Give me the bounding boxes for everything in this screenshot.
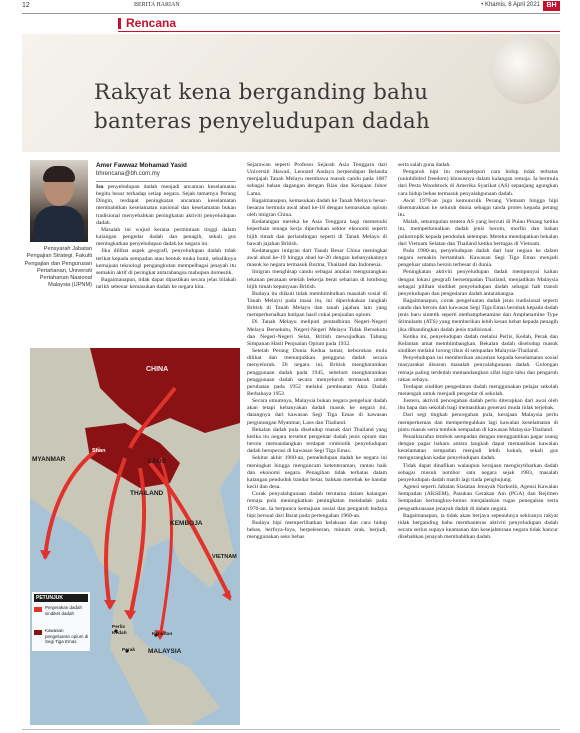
map-label-kelantan: Kelantan [152,632,173,637]
map-label-perak: Perak [122,648,136,653]
masthead: BERITA HARIAN [134,2,180,8]
paragraph: Bagaimanapun, corak pengeluaran dadah jenis tradisional seperti candu dan heroin dari kawasan Segi Tiga Emas berubah kepada dadah jenis baru sintetik seperti methamphetamine dan Amphetamine Type Stimulants (ATS) yang memberikan lebih kesan hebat kepada penagih jika dibandingkan dadah jenis tradisional. [398,297,558,333]
lead-word: Isu [96,184,104,190]
headline [94,78,514,136]
paragraph: Dari segi tingkah pencegahan pula, kerajaan Malaysia perlu memperkemas dan memperteguhkan lagi kawalan keselamatan di pintu masuk serta tembok sempadan di kawasan Malaysia-Thailand. [398,412,558,433]
drug-route-map [30,348,240,725]
map-label-kedah: Kedah [112,630,127,636]
header-rule [22,13,560,14]
paragraph: Agensi seperti Jabatan Siasatan Jenayah Narkotik, Agensi Kawalan Sempadan (AKSEM), Pasukan Gerakan Am (PGA) dan Rejimen Sempadan bertungkus-lumus menjalankan tugas penegahan serta penguatkuasaan jenayah dadah di dalam negara. [398,484,558,512]
paragraph: Pada 1980-an, penyeludupan dadah dari luar negara ke dalam negara semakin bertambah. Kawasan Segi Tiga Emas menjadi pengeluar utama heroin terbesar di dunia. [398,247,558,269]
map-label-china: CHINA [146,366,169,373]
paragraph: Masalah ini wujud kerana permintaan tinggi dalam kalangan pengedar dadah dan penagih, sekali gus meningkatkan penyeludupan dadah ke negara ini. [96,226,236,248]
page-header [0,0,580,16]
author-photo [30,160,88,242]
footer-rule [22,729,560,730]
paragraph: Imigran menghisap candu sebagai amalan mengurangkan tekanan perasaan setelah bekerja berat seharian di lombong bijih timah kepunyaan British. [247,269,387,290]
legend-item-route [34,605,88,625]
paragraph: Penaiktarafan tembok sempadan dengan menggantikan pagar usang dengan pagar baharu antara langkah dapat memastikan kawalan keselamatan sempadan menjadi lebih kukuh, sekali gus mengurangkan kadar penyeludupan dadah. [398,433,558,462]
map-label-perlis-kedah [112,625,127,636]
hero-banner [22,34,560,152]
paragraph: Peningkatan aktiviti penyeludupan dadah mempunyai kaitan dengan lokasi geografi bersempadan Thailand, menjadikan Malaysia sebagai pilihan sindiket penyeludupan dadah sebagai hab transit penyeludupan dan pengedaran dadah antarabangsa. [398,269,558,297]
section-rule [118,31,560,32]
paragraph: Budaya hipi memperlihatkan kelakuan dan cara hidup bebas, berfoya-foya, berpeleseran, minum arak, berjudi, menggunakan seks bebas [247,519,387,541]
article-column-1 [96,184,236,342]
legend-swatch-region [34,630,42,635]
map-label-kemboja: KEMBOJA [170,520,203,527]
map-svg [30,348,240,725]
paragraph: Budaya itu diikuti tidak membimbulkan masalah sosial di Tanah Melayu pada masa itu, ini diperlukakan langkah British di Tanah Melayu dan tanah jajahan lain yang memperkenalkan kutipan hasil cukai penjualan opium. [247,290,387,319]
paragraph: Setelah Perang Dunia Kedua tamat, keburukan mula dilihat dan menunjukkan pengguna dadah secara menyeluruh. Di negara ini, British mengharamkan penggunaan dadah pada 1945, sebelum mengharamkan penggunaan dadah secara menyeluruh termasuk untuk perubatan pada 1952 melalui pembuatan Akta Dadah Berbahaya 1952. [247,348,387,397]
paragraph: serta salah guna dadah. [398,162,451,168]
paragraph: Awal 1970-an juga kemunculk Perang Vietnam hingga hipi disemarakkan ke seluruh dunia sebagai tanda protes kepada perang itu. [398,197,558,219]
paragraph: Tidak dapat dinafikan walaupun kerajaan mengisytiharkan dadah sebagai musuh nombor satu negara sejak 1983, masalah penyeludupan dadah masih lagi tiada penghujung. [398,462,558,483]
author-email: bhrencana@bh.com.my [96,171,160,177]
author-name: Amer Fawwaz Mohamad Yasid [96,162,187,169]
paragraph: Ketika ini, penyeludupan dadah melalui Perlis, Kedah, Perak dan Kelantan amat membimbangkan. Bekalan dadah diseludup masuk sindiket melalui lorong tikus di sempadan Malaysia-Thailand. [398,333,558,355]
paragraph: Terdapat sindiket pengedaran dadah menggunakan pelajar sekolah menengah untuk menjadi pengedar di sekolah. [398,383,558,397]
paragraph: Malah, sekumpulan tentera AS yang bercuti di Pulau Pinang ketika itu, memperkenalkan dadah jenis heroin, morfin dan bahan psikotropik kepada penduduk setempat. Mereka mendapatkan bekalan dari Vietnam Selatan dan Thailand ketika bertugas di Vietnam. [398,219,558,247]
map-label-malaysia: MALAYSIA [148,648,182,655]
legend-swatch-route [34,607,42,612]
paragraph: Sejarawan seperti Profesor Sejarah Asia Tenggara dari Universiti Hawaii, Leonard Andaya berpendapat Belanda menjajah Tanah Melayu membawa masuk candu pada 1687 sebagai bahan dagangan dengan Riau dan Kerajaan Johor Lama. [247,162,387,197]
paragraph-text: penyeludupan dadah menjadi ancaman keselamatan begitu besar terhadap setiap negara. Sejak tamatnya Perang Dingin, terdapat peningkatan ancaman keselamatan membabitkan keselamatan nasional dan keselamatan bukan tradisional menyebabkan peningkatan aktiviti penyeludupan dadah. [96,184,236,226]
paragraph: Di Tanah Melayu meliputi pentadbiran Negeri-Negeri Melayu Bersekutu, Negeri-Negeri Melayu Tidak Bersekutu dan Negeri-Negeri Selat, British mewujudkan Tabung Simpanan Hasil Penjualan Opium pada 1932. [247,319,387,347]
legend-text-route: Pergerakan dadah sindiket dadah [45,605,83,616]
byline [96,162,238,178]
byline-rule [96,181,236,182]
map-label-thailand: THAILAND [130,490,164,497]
map-label-perlis: Perlis [112,625,126,630]
paragraph [96,184,236,227]
paragraph: Sekitar akhir 1960-an, pemeledupan dadah ke negara ini meningkat hingga menguncam ketenteraman, rantau baik dan ekonomi negara. Penagihan tidak terbatas dalam kalangan penduduk bandar besar, bahkan merebak ke bandar kecil dan desa. [247,455,387,491]
author-photo-hair [43,166,75,182]
map-label-vietnam: VIETNAM [212,554,237,560]
paragraph: Bagaimanapun, ia tidak akan berjaya sepenuhnya sekiranya rakyat tidak berganding bahu membanteras aktiviti penyeludupan dadah secara serius supaya keamanan dan kesejahteraan negara tidak hancur disebabkan jenayah membabitkan dadah. [398,512,558,541]
paragraph: Kedatangan imigran dari Tanah Besar China meningkat awal abad ke-19 hingga abad ke-20 dengan kebanyakannya masuk ke negara termasuk Burma, Thailand dan Indonesia. [247,247,387,269]
paragraph: Bagaimanapun, tidak dapat dipastikan secara jelas bilakah tarikh sebenar kemasukan dadah ke negara kita. [96,277,236,291]
paragraph: Bagaimanapun, kemasukan dadah ke Tanah Melayu besar-besaran bermula awal abad ke-18 dengan kemasukan opium oleh imigran China. [247,197,387,219]
legend-title: PETUNJUK [34,594,88,602]
section-accent-bar [118,18,121,29]
section-label: Rencana [126,16,177,30]
map-label-myanmar: MYANMAR [32,456,66,463]
paragraph: Jika dilihat aspek geografi, penyeludupan dadah tidak terikat kepada sempadan atau bentuk muka bumi, sebaliknya kemajuan teknologi pengangkutan mempelbagai jenayah itu semakin aktif di peringkat antarabangsa mahupun domestik. [96,248,236,276]
legend-item-region [34,628,88,648]
map-legend [32,592,90,651]
headline-line-1: Rakyat kena berganding bahu [94,80,429,105]
map-label-shan: Shan [92,448,106,454]
paragraph: Justeru, aktiviti pencegahan dadah perlu diterapkan dari awal oleh ibu bapa dan sekolah bagi memastikan generasi muda tidak terjebak. [398,398,558,412]
paragraph: Secara umumnya, Malaysia bukan negara pengeluar dadah akan tetapi kebanyakan dadah masuk ke negara ini, datangnya dari kawasan Segi Tiga Emas di kawasan pergunungan Myanmar, Laos dan Thailand. [247,398,387,426]
paragraph: Bekalan dadah pula diseludup masuk dari Thailand yang ketika itu negara tersebut pengeluar dadah jenis opium dan heroin memandangkan terdapat simbiotik penyeludupan dadah beroperasi di kawasan Segi Tiga Emas. [247,426,387,455]
author-photo-body [34,206,84,242]
paragraph: Pengaruh hipi itu mempelopori cara hidup tidak terbatas (uninhibited freedom) khususnya dalam kalangan remaja. Ia bermula dari Pesta Woodstock di Amerika Syarikat (AS) sepanjang agungkan cara hidup bebas termasuk penyalahgunaan dadah. [398,169,558,197]
paragraph: Kedatangan mereka ke Asia Tenggara bagi memenuhi keperluan tenaga kerja diperlukan sektor ekonomi seperti bijih timah dan perlandingan seperti di Tanah Melayu di bawah jajahan British. [247,219,387,247]
headline-line-2: banteras penyeludupan dadah [94,109,430,134]
paragraph: Penyeludupan ini memberikan ancaman kepada keselamatan sosial masyarakat disusun masalah penyalahgunaan dadah. Golongan remaja paling terdedah memandangkan sifat ingin tahu dan pengaruh rakan sebaya. [398,355,558,383]
author-caption: Pensyarah Jabatan Pengajian Strategi, Fakulti Pengajian dan Pengurusan Pertahanan, Universiti Pertahanan Nasional Malaysia (UPNM) [24,246,92,289]
section-tag [118,16,218,30]
page-number: 12 [22,2,30,9]
bh-logo: BH [543,1,560,11]
map-label-laos: LAOS [148,458,167,465]
article-column-3 [398,162,558,725]
publish-date: • Khamis, 8 April 2021 [481,2,540,8]
legend-text-region: Kawasan pengeluaran opium di Segi Tiga Emas [45,628,89,644]
paragraph: Corak penyalahgunaan dadah terutama dalam kalangan remaja pula meningkatkan peningkatan mendadak pada 1970-an. Ia berpunca kemajuan sosial dan pengaruh budaya hipi bersual dari Barat pada pertengahan 1960-an. [247,491,387,519]
article-column-2 [247,162,387,725]
